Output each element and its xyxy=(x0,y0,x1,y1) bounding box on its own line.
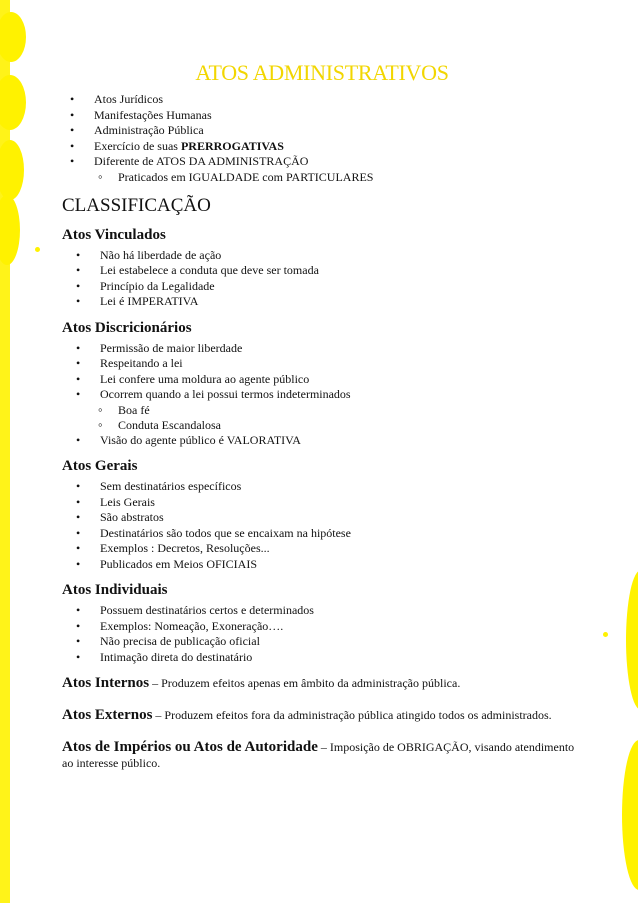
section-vinculados xyxy=(62,227,582,310)
section-title: Atos Individuais xyxy=(62,582,168,598)
decorative-blob xyxy=(0,140,24,200)
list-item: • São abstratos xyxy=(76,510,582,526)
list-item xyxy=(70,139,582,155)
list-item: • Publicados em Meios OFICIAIS xyxy=(76,557,582,573)
section-title: Atos Gerais xyxy=(62,458,138,474)
list-item: • Lei confere uma moldura ao agente público xyxy=(76,372,582,388)
list-item: • Ocorrem quando a lei possui termos indeterminados xyxy=(76,387,582,403)
decorative-left-stripe xyxy=(0,0,10,903)
list-item: • Respeitando a lei xyxy=(76,356,582,372)
paragraph-text: – Produzem efeitos apenas em âmbito da administração pública. xyxy=(149,676,461,690)
section-individuais xyxy=(62,582,582,665)
paragraph-title: Atos Externos xyxy=(62,707,153,723)
list-item-bold: PRERROGATIVAS xyxy=(180,138,284,153)
intro-list xyxy=(62,92,582,185)
paragraph-text: – Imposição de OBRIGAÇÃO, visando atendimento ao interesse público. xyxy=(62,740,575,770)
list-item: • Possuem destinatários certos e determinados xyxy=(76,603,582,619)
list-item: • Lei estabelece a conduta que deve ser tomada xyxy=(76,263,582,279)
list-item: • Atos Jurídicos xyxy=(70,92,582,108)
decorative-blob xyxy=(626,570,638,710)
list-item: • Manifestações Humanas xyxy=(70,108,582,124)
sub-list-item: ◦ Praticados em IGUALDADE com PARTICULARES xyxy=(94,170,582,185)
list-item: • Exemplos: Nomeação, Exoneração…. xyxy=(76,619,582,635)
section-title: Atos Vinculados xyxy=(62,226,166,243)
list-item: • Intimação direta do destinatário xyxy=(76,650,582,666)
decorative-blob xyxy=(0,12,26,62)
list-item: • Permissão de maior liberdade xyxy=(76,341,582,357)
list-item: • Sem destinatários específicos xyxy=(76,479,582,495)
paragraph-text: – Produzem efeitos fora da administração pública atingido todos os administrados. xyxy=(152,708,552,722)
sub-list-item: ◦ Boa fé xyxy=(94,403,582,418)
classification-heading: CLASSIFICAÇÃO xyxy=(62,194,211,216)
section-list xyxy=(62,603,582,665)
paragraph-imperio xyxy=(62,739,582,771)
list-item: • Não precisa de publicação oficial xyxy=(76,634,582,650)
list-item: • Não há liberdade de ação xyxy=(76,248,582,264)
decorative-dot xyxy=(35,247,40,252)
list-item: • Princípio da Legalidade xyxy=(76,279,582,295)
page-title: ATOS ADMINISTRATIVOS xyxy=(195,60,449,85)
list-item: • Exemplos : Decretos, Resoluções... xyxy=(76,541,582,557)
list-item: • Administração Pública xyxy=(70,123,582,139)
paragraph-title: Atos de Impérios ou Atos de Autoridade xyxy=(62,739,318,755)
decorative-dot xyxy=(603,632,608,637)
section-list xyxy=(62,479,582,572)
list-item: • Visão do agente público é VALORATIVA xyxy=(76,433,582,449)
section-title: Atos Discricionários xyxy=(62,319,192,336)
decorative-blob xyxy=(0,195,20,265)
decorative-blob xyxy=(622,740,638,890)
paragraph-internos xyxy=(62,675,582,691)
list-item: • Leis Gerais xyxy=(76,495,582,511)
section-list xyxy=(62,248,582,310)
section-gerais xyxy=(62,458,582,572)
decorative-blob xyxy=(0,75,26,130)
list-item: • Lei é IMPERATIVA xyxy=(76,294,582,310)
list-item-text: Exercício de suas xyxy=(94,138,181,153)
paragraph-title: Atos Internos xyxy=(62,675,150,691)
sub-list-item: ◦ Conduta Escandalosa xyxy=(94,418,582,433)
section-list xyxy=(62,341,582,449)
section-discricionarios xyxy=(62,320,582,449)
document-page xyxy=(62,60,582,787)
paragraph-externos xyxy=(62,707,582,723)
list-item: • Destinatários são todos que se encaixam na hipótese xyxy=(76,526,582,542)
list-item: • Diferente de ATOS DA ADMINISTRAÇÃO xyxy=(70,154,582,170)
